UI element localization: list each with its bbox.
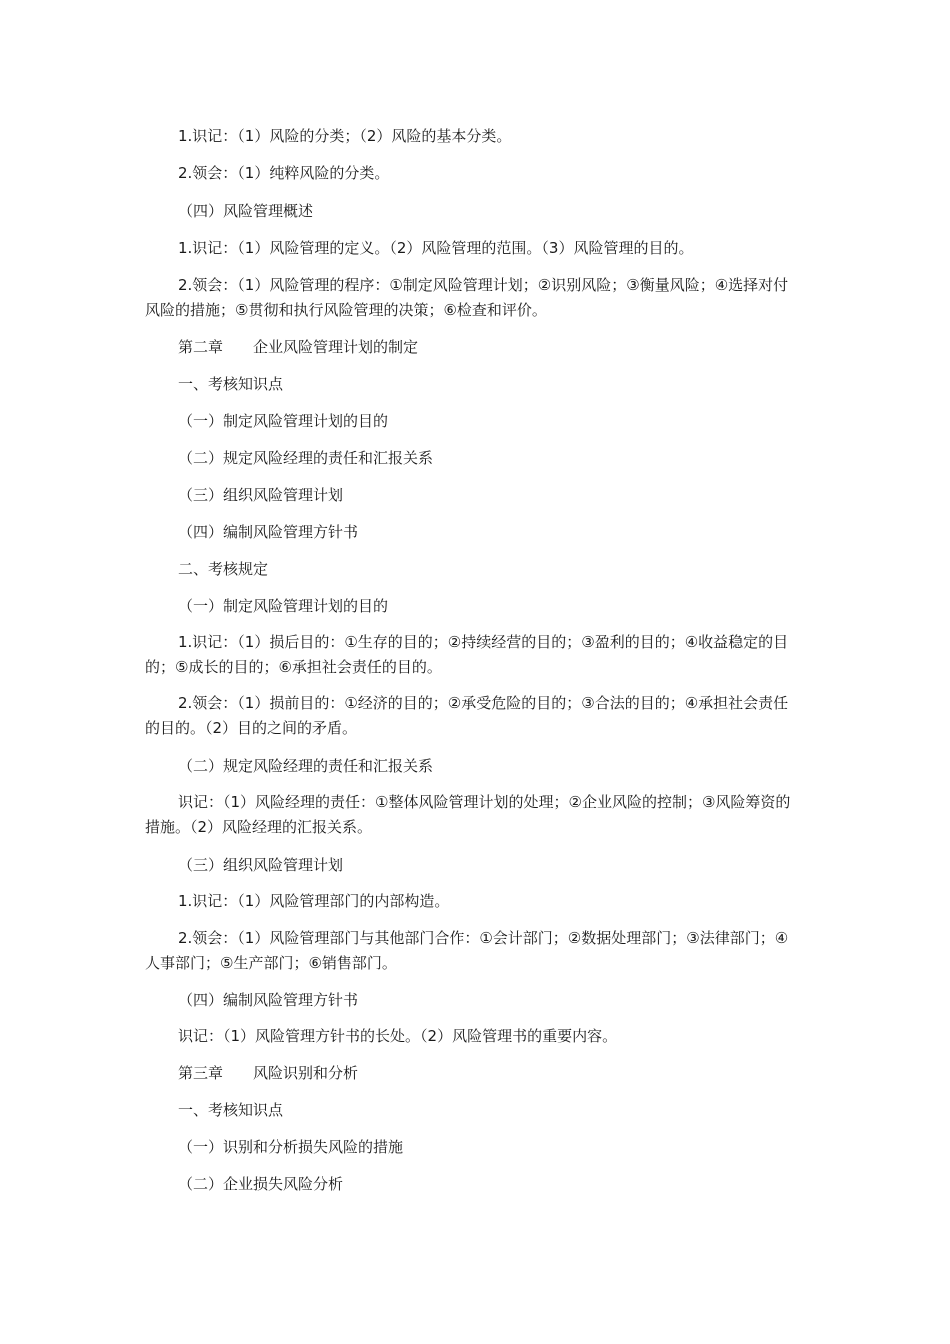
list-item-knowledge-2: （二）规定风险经理的责任和汇报关系 (178, 449, 434, 467)
list-item-ch3-knowledge-1: （一）识别和分析损失风险的措施 (178, 1138, 404, 1156)
section-heading-risk-management-overview: （四）风险管理概述 (178, 202, 314, 220)
list-item-ch3-knowledge-2: （二）企业损失风险分析 (178, 1175, 344, 1193)
subsection-heading-organize-plan: （三）组织风险管理计划 (178, 856, 344, 874)
paragraph-recall-policy-statement: 识记：（1）风险管理方针书的长处。（2）风险管理书的重要内容。 (178, 1027, 618, 1045)
subsection-heading-policy-statement: （四）编制风险管理方针书 (178, 991, 359, 1009)
paragraph-recall-manager-responsibility: 识记：（1）风险经理的责任：①整体风险管理计划的处理；②企业风险的控制；③风险筹资的措施。（2）风险经理的汇报关系。 (145, 793, 791, 836)
section-heading-knowledge-points-ch3: 一、考核知识点 (178, 1101, 284, 1119)
paragraph-recall-internal-structure: 1.识记：（1）风险管理部门的内部构造。 (178, 892, 450, 910)
paragraph-comprehend-pre-loss-objectives: 2.领会：（1）损前目的：①经济的目的；②承受危险的目的；③合法的目的；④承担社会责任的目的。（2）目的之间的矛盾。 (145, 694, 789, 737)
subsection-heading-plan-objectives: （一）制定风险管理计划的目的 (178, 597, 389, 615)
list-item-knowledge-1: （一）制定风险管理计划的目的 (178, 412, 389, 430)
paragraph-comprehend-department-cooperation: 2.领会：（1）风险管理部门与其他部门合作：①会计部门；②数据处理部门；③法律部门；④人事部门；⑤生产部门；⑥销售部门。 (145, 929, 789, 972)
list-item-knowledge-4: （四）编制风险管理方针书 (178, 523, 359, 541)
subsection-heading-manager-responsibility: （二）规定风险经理的责任和汇报关系 (178, 757, 434, 775)
list-item-knowledge-3: （三）组织风险管理计划 (178, 486, 344, 504)
paragraph-comprehend-risk-management-procedure: 2.领会：（1）风险管理的程序：①制定风险管理计划；②识别风险；③衡量风险；④选择对付风险的措施；⑤贯彻和执行风险管理的决策；⑥检查和评价。 (145, 276, 789, 319)
section-heading-knowledge-points: 一、考核知识点 (178, 375, 284, 393)
paragraph-recall-risk-management: 1.识记：（1）风险管理的定义。（2）风险管理的范围。（3）风险管理的目的。 (178, 239, 694, 257)
paragraph-comprehend-pure-risk: 2.领会：（1）纯粹风险的分类。 (178, 164, 390, 182)
section-heading-assessment-rules: 二、考核规定 (178, 560, 269, 578)
chapter-heading-3: 第三章 风险识别和分析 (178, 1064, 359, 1082)
chapter-heading-2: 第二章 企业风险管理计划的制定 (178, 338, 419, 356)
paragraph-recall-post-loss-objectives: 1.识记：（1）损后目的：①生存的目的；②持续经营的目的；③盈利的目的；④收益稳定的目的；⑤成长的目的；⑥承担社会责任的目的。 (145, 633, 789, 676)
paragraph-recall-risk-classification: 1.识记：（1）风险的分类；（2）风险的基本分类。 (178, 127, 512, 145)
